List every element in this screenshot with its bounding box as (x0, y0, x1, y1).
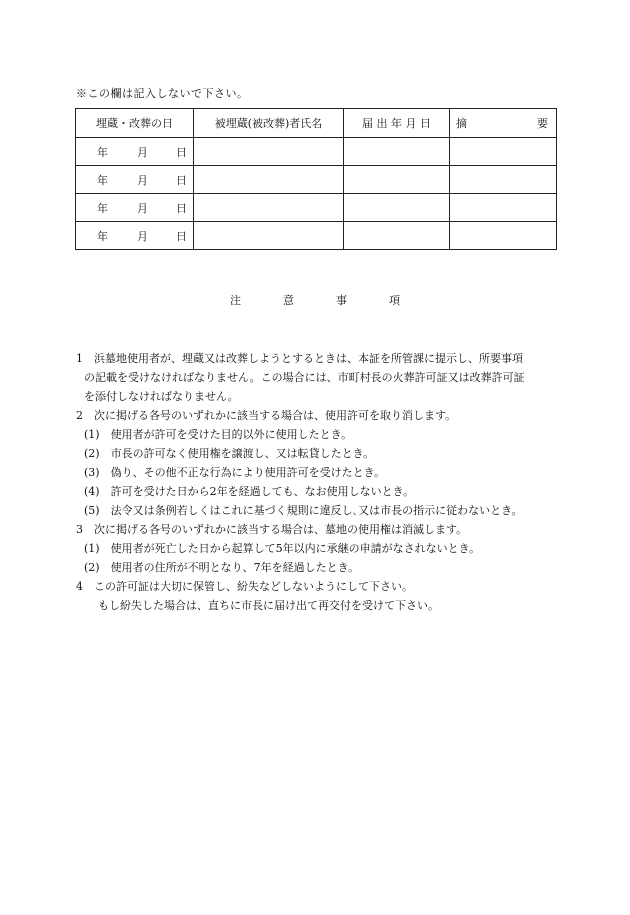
header-remarks-1: 摘 (456, 117, 467, 130)
remarks-cell[interactable] (450, 166, 557, 194)
header-remarks (450, 109, 557, 138)
deceased-name-cell[interactable] (194, 166, 344, 194)
note-line: 3 次に掲げる各号のいずれかに該当する場合は、墓地の使用権は消滅します。 (76, 523, 468, 536)
note-line: (2) 使用者の住所が不明となり、7年を経過したとき。 (84, 561, 360, 574)
note-line: 4 この許可証は大切に保管し、紛失などしないようにして下さい。 (76, 580, 413, 593)
do-not-fill-note: ※この欄は記入しないで下さい。 (76, 87, 249, 100)
day-label: 日 (176, 201, 187, 215)
deceased-name-cell[interactable] (194, 138, 344, 166)
note-line: (3) 偽り、その他不正な行為により使用許可を受けたとき。 (84, 466, 386, 479)
burial-date-cell[interactable] (76, 138, 194, 166)
header-burial-date: 埋蔵・改葬の日 (76, 109, 194, 138)
day-label: 日 (176, 173, 187, 187)
table-row (76, 138, 557, 166)
year-label: 年 (97, 201, 108, 215)
notes-title-char: 事 (336, 294, 347, 307)
burial-date-cell[interactable] (76, 166, 194, 194)
note-line: (2) 市長の許可なく使用権を譲渡し、又は転貸したとき。 (84, 447, 375, 460)
note-line: (5) 法令又は条例若しくはこれに基づく規則に違反し､又は市長の指示に従わないとき。 (84, 504, 523, 517)
year-label: 年 (97, 229, 108, 243)
note-line: もし紛失した場合は、直ちに市長に届け出て再交付を受けて下さい。 (98, 599, 439, 612)
burial-date-cell[interactable] (76, 194, 194, 222)
remarks-cell[interactable] (450, 138, 557, 166)
table-header-row (76, 109, 557, 138)
notes-title (0, 292, 630, 308)
deceased-name-cell[interactable] (194, 222, 344, 250)
year-label: 年 (97, 173, 108, 187)
table-row (76, 166, 557, 194)
filing-date-cell[interactable] (344, 138, 450, 166)
note-line: (1) 使用者が許可を受けた目的以外に使用したとき。 (84, 428, 353, 441)
note-line: (4) 許可を受けた日から2年を経過しても、なお使用しないとき。 (84, 485, 415, 498)
header-deceased-name: 被埋蔵(被改葬)者氏名 (194, 109, 344, 138)
month-label: 月 (137, 173, 148, 187)
burial-date-cell[interactable] (76, 222, 194, 250)
note-line: (1) 使用者が死亡した日から起算して5年以内に承継の申請がなされないとき。 (84, 542, 481, 555)
day-label: 日 (176, 145, 187, 159)
note-line: を添付しなければなりません。 (84, 390, 239, 403)
notes-title-char: 意 (283, 294, 294, 307)
month-label: 月 (137, 229, 148, 243)
filing-date-cell[interactable] (344, 222, 450, 250)
header-remarks-2: 要 (537, 117, 548, 130)
table-row (76, 222, 557, 250)
header-filing-date: 届 出 年 月 日 (344, 109, 450, 138)
month-label: 月 (137, 201, 148, 215)
month-label: 月 (137, 145, 148, 159)
table-row (76, 194, 557, 222)
year-label: 年 (97, 145, 108, 159)
day-label: 日 (176, 229, 187, 243)
burial-record-table (75, 108, 557, 250)
note-line: の記載を受けなければなりません。この場合には、市町村長の火葬許可証又は改葬許可証 (84, 371, 525, 384)
note-line: 2 次に掲げる各号のいずれかに該当する場合は、使用許可を取り消します。 (76, 409, 457, 422)
note-line: 1 浜墓地使用者が、埋蔵又は改葬しようとするときは、本証を所管課に提示し、所要事項 (76, 352, 523, 365)
remarks-cell[interactable] (450, 194, 557, 222)
deceased-name-cell[interactable] (194, 194, 344, 222)
filing-date-cell[interactable] (344, 166, 450, 194)
filing-date-cell[interactable] (344, 194, 450, 222)
remarks-cell[interactable] (450, 222, 557, 250)
notes-title-char: 注 (230, 294, 241, 307)
notes-title-char: 項 (389, 294, 400, 307)
